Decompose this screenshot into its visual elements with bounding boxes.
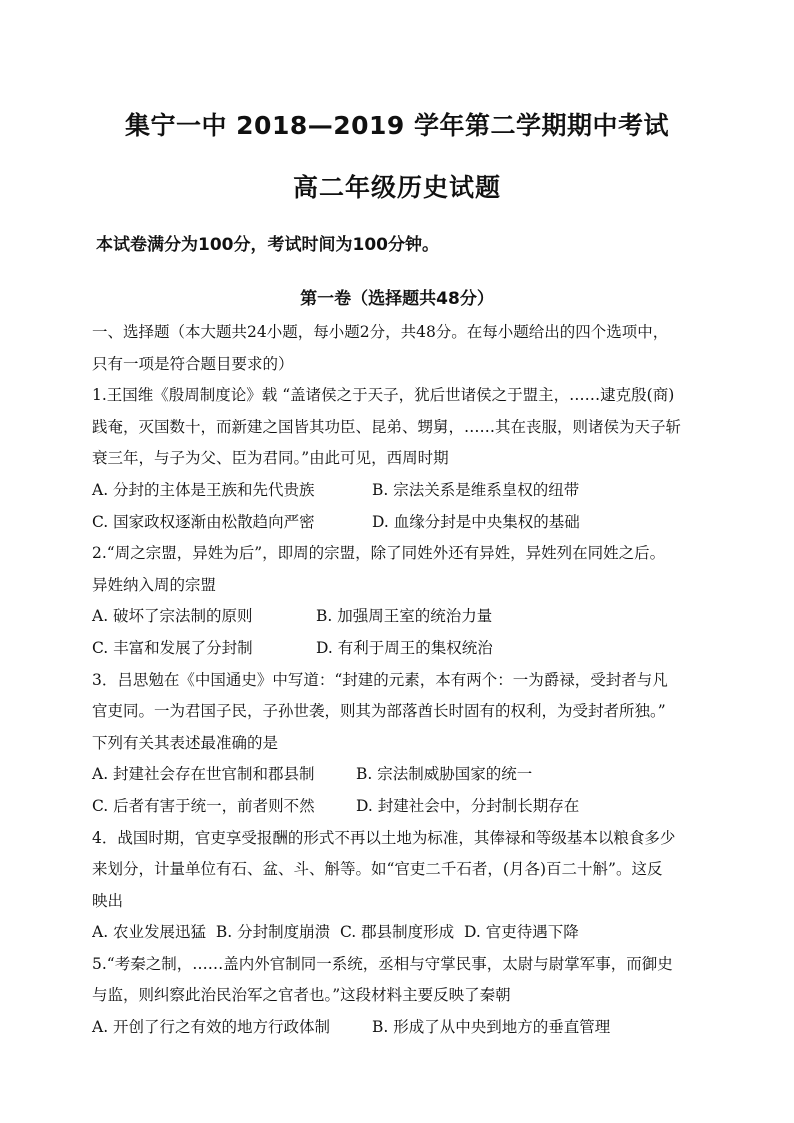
option-c: C. 丰富和发展了分封制	[92, 638, 253, 657]
option-b: B. 加强周王室的统治力量	[316, 607, 493, 626]
question-2-line: 异姓纳入周的宗盟	[92, 575, 217, 594]
question-4-line: 来划分，计量单位有石、盆、斗、斛等。如“官吏二千石者，(月各)百二十斛”。这反	[92, 860, 663, 879]
question-1-line: 践奄，灭国数十，而新建之国皆其功臣、昆弟、甥舅，……其在丧服，则诸侯为天子斩	[92, 417, 682, 436]
section-title: 第一卷（选择题共48分）	[300, 289, 494, 309]
option-a: A. 分封的主体是王族和先代贵族	[92, 480, 315, 499]
instructions-line: 只有一项是符合题目要求的）	[92, 354, 294, 373]
exam-subtitle: 高二年级历史试题	[292, 173, 501, 202]
question-5-line: 5.“考秦之制，……盖内外官制同一系统，丞相与守掌民事，太尉与尉掌军事，而御史	[92, 954, 673, 973]
question-2-options-row	[92, 633, 712, 665]
option-d: D. 血缘分封是中央集权的基础	[372, 512, 580, 531]
exam-body	[92, 317, 712, 1044]
instructions-line: 一、选择题（本大题共24小题，每小题2分，共48分。在每小题给出的四个选项中，	[92, 323, 669, 341]
question-1-options-row	[92, 475, 712, 507]
question-4-line: 4．战国时期，官吏享受报酬的形式不再以土地为标准，其俸禄和等级基本以粮食多少	[92, 828, 676, 847]
option-b: B. 宗法制威胁国家的统一	[356, 765, 533, 784]
option-b: B. 宗法关系是维系皇权的纽带	[372, 480, 580, 499]
question-5-line: 与监，则纠察此治民治军之官者也。”这段材料主要反映了秦朝	[92, 986, 511, 1005]
question-4-line: 映出	[92, 891, 124, 910]
exam-title: 集宁一中 2018—2019 学年第二学期期中考试	[124, 111, 670, 140]
option-d: D. 封建社会中，分封制长期存在	[356, 796, 580, 815]
question-2-options-row	[92, 601, 712, 633]
question-1-options-row	[92, 507, 712, 539]
option-c: C. 国家政权逐渐由松散趋向严密	[92, 512, 315, 531]
option-c: C. 后者有害于统一，前者则不然	[92, 796, 315, 815]
question-2-line: 2.“周之宗盟，异姓为后”，即周的宗盟，除了同姓外还有异姓，异姓列在同姓之后。	[92, 544, 666, 563]
option-a: A. 破坏了宗法制的原则	[92, 607, 253, 626]
option-d: D. 有利于周王的集权统治	[316, 638, 493, 657]
question-1-line: 衰三年，与子为父、臣为君同。”由此可见，西周时期	[92, 449, 449, 468]
question-3-line: 下列有关其表述最准确的是	[92, 733, 279, 752]
question-4-options: A. 农业发展迅猛 B. 分封制度崩溃 C. 郡县制度形成 D. 官吏待遇下降	[92, 923, 579, 942]
question-3-options-row	[92, 759, 712, 791]
option-a: A. 封建社会存在世官制和郡县制	[92, 765, 315, 784]
exam-note: 本试卷满分为100分，考试时间为100分钟。	[96, 235, 439, 255]
question-5-options-row	[92, 1012, 712, 1044]
option-b: B. 形成了从中央到地方的垂直管理	[372, 1018, 611, 1037]
question-3-line: 3．吕思勉在《中国通史》中写道：“封建的元素，本有两个：一为爵禄，受封者与凡	[92, 670, 668, 689]
question-3-options-row	[92, 791, 712, 823]
question-3-line: 官吏同。一为君国子民，子孙世袭，则其为部落酋长时固有的权利，为受封者所独。”	[92, 702, 666, 721]
option-a: A. 开创了行之有效的地方行政体制	[92, 1018, 331, 1037]
question-1-line: 1.王国维《殷周制度论》载 “盖诸侯之于天子，犹后世诸侯之于盟主，……逮克殷(商)	[92, 386, 675, 405]
